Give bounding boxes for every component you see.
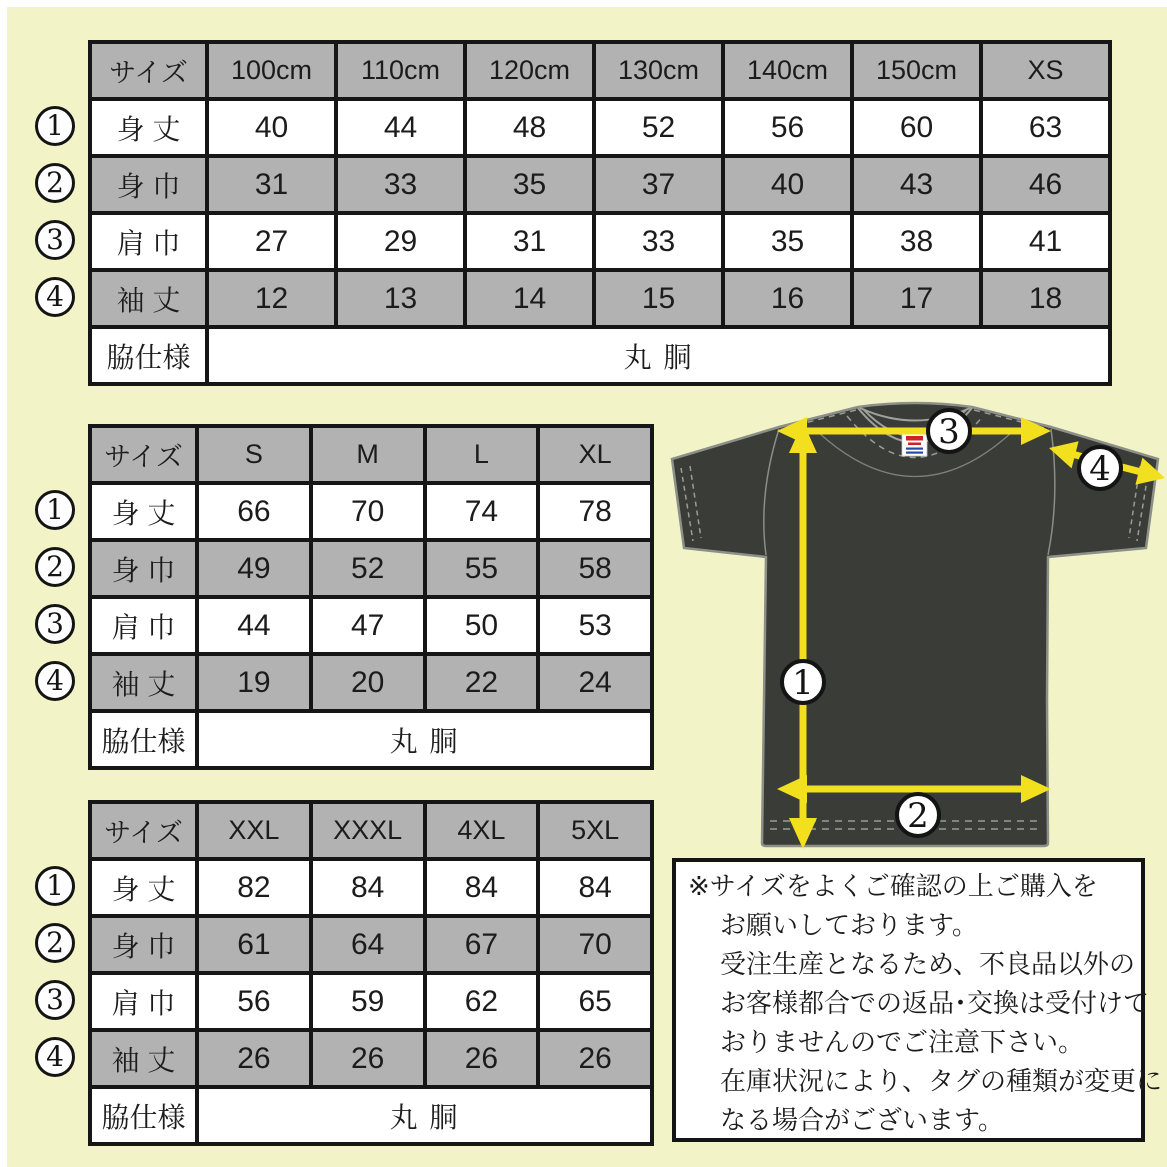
size-table-big (88, 800, 654, 1146)
size-column-header: XXL (197, 802, 311, 859)
measurement-value: 70 (311, 483, 425, 540)
measurement-value: 58 (538, 540, 652, 597)
side-spec-label: 脇仕様 (90, 327, 207, 384)
measurement-value: 33 (594, 213, 723, 270)
measurement-value: 33 (336, 156, 465, 213)
measurement-value: 16 (723, 270, 852, 327)
measurement-value: 60 (852, 99, 981, 156)
purchase-notice-box (672, 858, 1163, 1142)
side-spec-label: 脇仕様 (90, 1087, 197, 1144)
measurement-value: 67 (425, 916, 539, 973)
table-row (90, 213, 1110, 270)
size-table (88, 800, 654, 1146)
neck-tag-icon (902, 432, 927, 456)
size-header-label: サイズ (90, 426, 197, 483)
tshirt-measure-diagram (640, 392, 1167, 857)
row-marker-4: 4 (35, 1037, 75, 1077)
measurement-value: 18 (981, 270, 1110, 327)
measurement-value: 14 (465, 270, 594, 327)
size-column-header: 4XL (425, 802, 539, 859)
measurement-value: 44 (197, 597, 311, 654)
measurement-row-label: 肩 巾 (90, 213, 207, 270)
measurement-value: 12 (207, 270, 336, 327)
table-row (90, 1030, 652, 1087)
notice-line: 受注生産となるため、不良品以外の (720, 949, 1135, 979)
svg-text:4: 4 (1089, 449, 1111, 489)
size-column-header: 130cm (594, 42, 723, 99)
measurement-row-label: 身 丈 (90, 483, 197, 540)
size-column-header: 110cm (336, 42, 465, 99)
table-row (90, 597, 652, 654)
measurement-value: 59 (311, 973, 425, 1030)
size-column-header: 120cm (465, 42, 594, 99)
measurement-value: 27 (207, 213, 336, 270)
measurement-value: 70 (538, 916, 652, 973)
table-row (90, 916, 652, 973)
row-marker-3: 3 (35, 604, 75, 644)
side-spec-value: 丸 胴 (197, 1087, 652, 1144)
measurement-row-label: 身 丈 (90, 859, 197, 916)
notice-line: お願いしております。 (720, 910, 978, 940)
measurement-value: 35 (465, 156, 594, 213)
table-row (90, 859, 652, 916)
measurement-value: 29 (336, 213, 465, 270)
diagram-marker-1 (782, 661, 824, 703)
measurement-value: 26 (311, 1030, 425, 1087)
row-marker-2: 2 (35, 163, 75, 203)
table-row (90, 654, 652, 711)
measurement-value: 52 (594, 99, 723, 156)
size-column-header: XS (981, 42, 1110, 99)
measurement-row-label: 肩 巾 (90, 973, 197, 1030)
measurement-value: 22 (425, 654, 539, 711)
notice-line: 在庫状況により、タグの種類が変更に (720, 1066, 1163, 1096)
table-row (90, 483, 652, 540)
measurement-row-label: 肩 巾 (90, 597, 197, 654)
measurement-value: 19 (197, 654, 311, 711)
svg-text:2: 2 (907, 796, 929, 836)
row-marker-1: 1 (35, 866, 75, 906)
size-column-header: XL (538, 426, 652, 483)
row-marker-2: 2 (35, 547, 75, 587)
row-markers-adult (35, 490, 76, 718)
diagram-marker-4 (1079, 447, 1121, 489)
row-markers-kids (35, 106, 76, 334)
measurement-value: 38 (852, 213, 981, 270)
measurement-row-label: 袖 丈 (90, 1030, 197, 1087)
notice-line: お客様都合での返品･交換は受付けて (720, 988, 1150, 1018)
row-marker-4: 4 (35, 277, 75, 317)
measurement-value: 65 (538, 973, 652, 1030)
measurement-value: 35 (723, 213, 852, 270)
table-row (90, 270, 1110, 327)
measurement-value: 50 (425, 597, 539, 654)
notice-line: おりませんのでご注意下さい。 (720, 1027, 1085, 1057)
size-column-header: L (425, 426, 539, 483)
measurement-value: 13 (336, 270, 465, 327)
row-marker-3: 3 (35, 980, 75, 1020)
size-header-label: サイズ (90, 802, 197, 859)
measurement-value: 84 (425, 859, 539, 916)
row-marker-4: 4 (35, 661, 75, 701)
size-table-adult (88, 424, 654, 770)
measurement-value: 31 (207, 156, 336, 213)
measurement-value: 46 (981, 156, 1110, 213)
measurement-value: 31 (465, 213, 594, 270)
measurement-value: 17 (852, 270, 981, 327)
table-row (90, 156, 1110, 213)
measurement-value: 40 (207, 99, 336, 156)
size-column-header: XXXL (311, 802, 425, 859)
table-row (90, 540, 652, 597)
measurement-value: 15 (594, 270, 723, 327)
row-markers-big (35, 866, 76, 1094)
measurement-row-label: 身 巾 (90, 156, 207, 213)
measurement-value: 84 (538, 859, 652, 916)
notice-line: ※サイズをよくご確認の上ご購入を (688, 871, 1098, 901)
measurement-value: 56 (197, 973, 311, 1030)
table-row (90, 973, 652, 1030)
svg-text:1: 1 (792, 663, 814, 703)
measurement-value: 84 (311, 859, 425, 916)
measurement-value: 48 (465, 99, 594, 156)
measurement-value: 41 (981, 213, 1110, 270)
measurement-value: 40 (723, 156, 852, 213)
size-column-header: 5XL (538, 802, 652, 859)
table-row (90, 99, 1110, 156)
size-table (88, 40, 1112, 386)
measurement-value: 24 (538, 654, 652, 711)
measurement-value: 78 (538, 483, 652, 540)
measurement-value: 20 (311, 654, 425, 711)
diagram-marker-3 (928, 410, 970, 452)
row-marker-1: 1 (35, 490, 75, 530)
measurement-value: 26 (425, 1030, 539, 1087)
side-spec-value: 丸 胴 (197, 711, 652, 768)
measurement-value: 52 (311, 540, 425, 597)
notice-line: なる場合がございます。 (720, 1105, 1004, 1135)
measurement-value: 43 (852, 156, 981, 213)
measurement-value: 53 (538, 597, 652, 654)
size-table (88, 424, 654, 770)
row-marker-2: 2 (35, 923, 75, 963)
measurement-row-label: 袖 丈 (90, 654, 197, 711)
svg-text:3: 3 (938, 412, 960, 452)
measurement-value: 66 (197, 483, 311, 540)
measurement-row-label: 身 巾 (90, 540, 197, 597)
size-header-label: サイズ (90, 42, 207, 99)
size-column-header: 150cm (852, 42, 981, 99)
measurement-value: 26 (538, 1030, 652, 1087)
side-spec-label: 脇仕様 (90, 711, 197, 768)
measurement-value: 61 (197, 916, 311, 973)
size-column-header: 140cm (723, 42, 852, 99)
size-column-header: S (197, 426, 311, 483)
measurement-row-label: 身 丈 (90, 99, 207, 156)
measurement-row-label: 身 巾 (90, 916, 197, 973)
measurement-value: 82 (197, 859, 311, 916)
side-spec-value: 丸 胴 (207, 327, 1110, 384)
row-marker-1: 1 (35, 106, 75, 146)
measurement-value: 47 (311, 597, 425, 654)
row-marker-3: 3 (35, 220, 75, 260)
measurement-value: 55 (425, 540, 539, 597)
size-column-header: M (311, 426, 425, 483)
diagram-marker-2 (897, 794, 939, 836)
measurement-row-label: 袖 丈 (90, 270, 207, 327)
measurement-value: 26 (197, 1030, 311, 1087)
measurement-value: 63 (981, 99, 1110, 156)
measurement-value: 74 (425, 483, 539, 540)
measurement-value: 44 (336, 99, 465, 156)
measurement-value: 64 (311, 916, 425, 973)
size-column-header: 100cm (207, 42, 336, 99)
measurement-value: 37 (594, 156, 723, 213)
measurement-value: 62 (425, 973, 539, 1030)
measurement-value: 49 (197, 540, 311, 597)
measurement-value: 56 (723, 99, 852, 156)
size-table-kids (88, 40, 1112, 386)
